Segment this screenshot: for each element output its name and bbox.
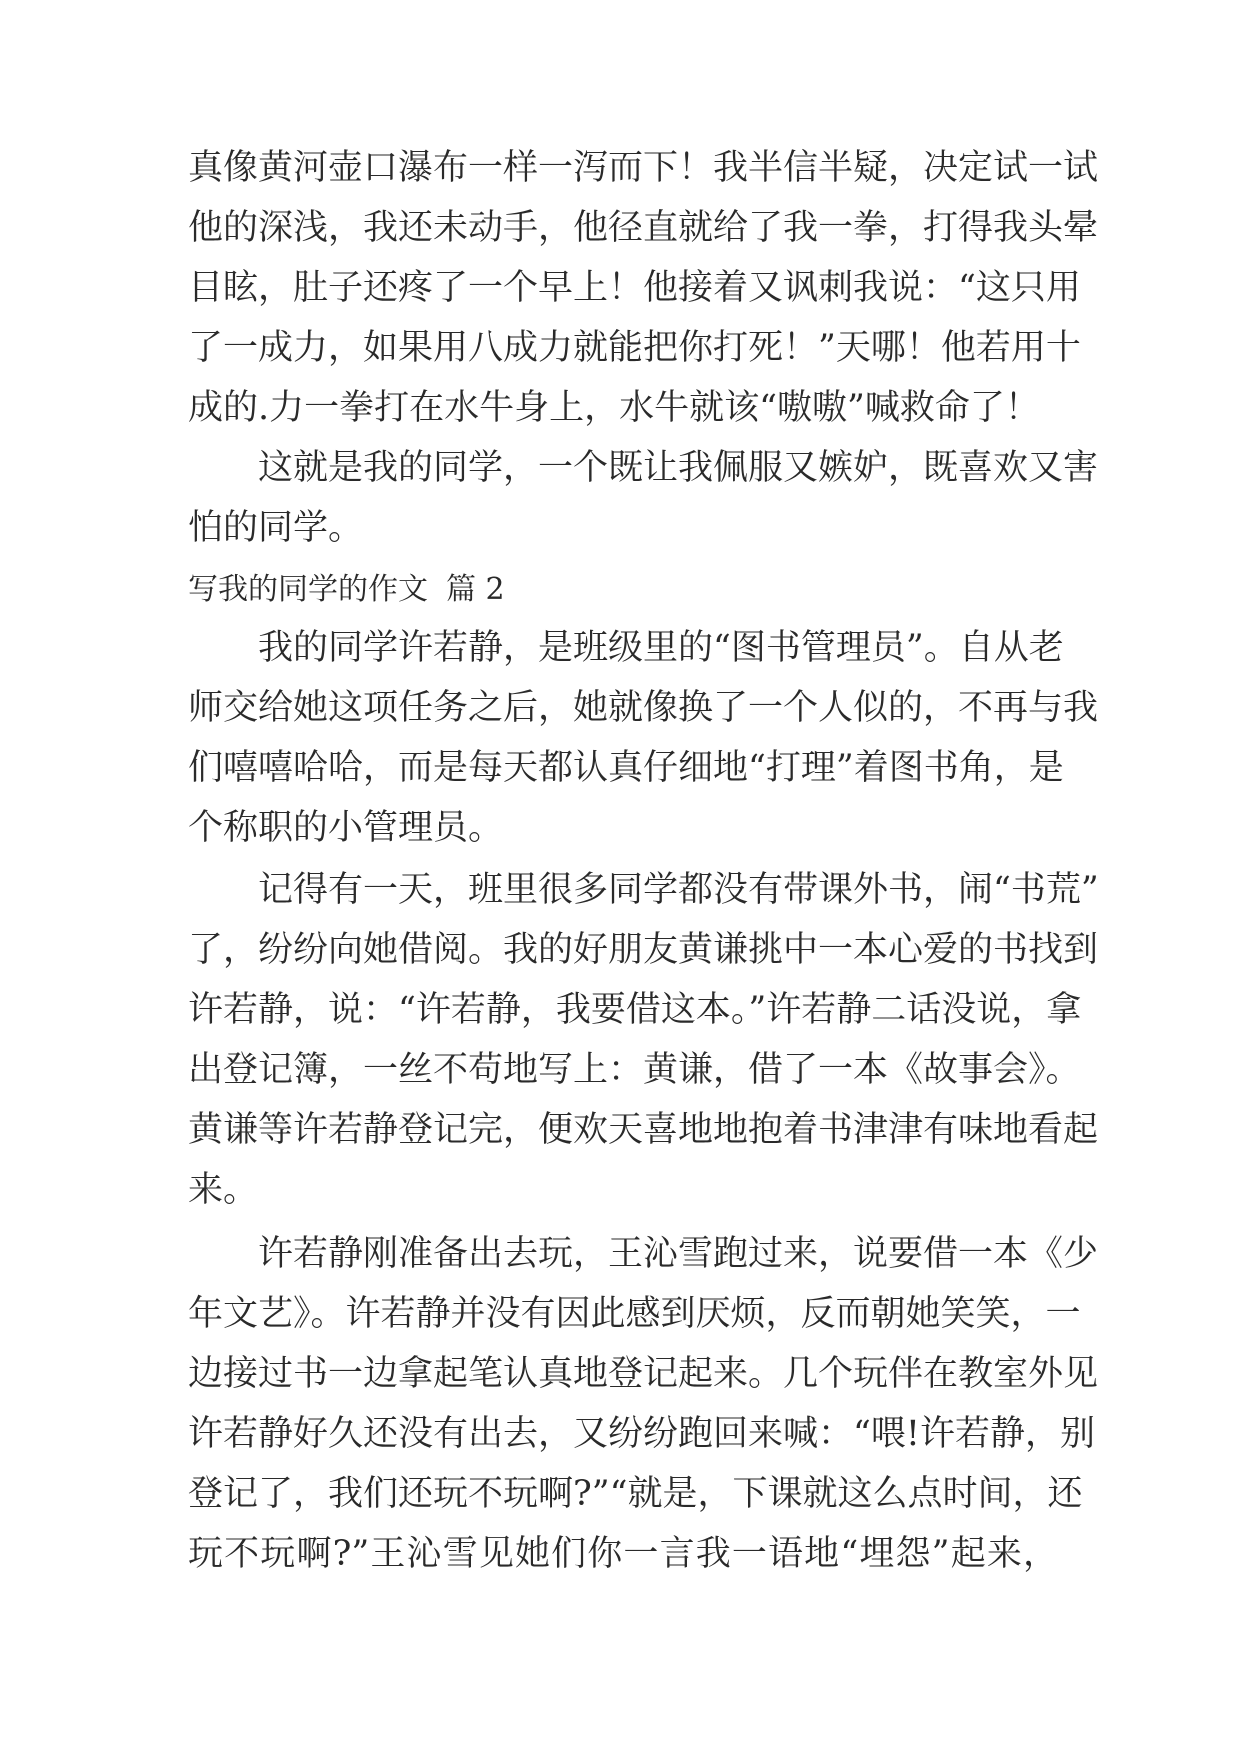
paragraph-line: 许若静，说：“许若静，我要借这本。”许若静二话没说，拿 — [188, 990, 1082, 1030]
paragraph-line: 登记了，我们还玩不玩啊?”“就是，下课就这么点时间，还 — [188, 1474, 1083, 1514]
section-heading-title: 写我的同学的作文 — [188, 572, 428, 607]
paragraph-line: 这就是我的同学，一个既让我佩服又嫉妒，既喜欢又害 — [258, 448, 1099, 488]
paragraph-line: 师交给她这项任务之后，她就像换了一个人似的，不再与我 — [188, 688, 1099, 728]
paragraph-line: 记得有一天，班里很多同学都没有带课外书，闹“书荒” — [258, 870, 1099, 910]
paragraph-line: 了，纷纷向她借阅。我的好朋友黄谦挑中一本心爱的书找到 — [188, 930, 1099, 970]
paragraph-line: 真像黄河壶口瀑布一样一泻而下！我半信半疑，决定试一试 — [188, 148, 1099, 188]
paragraph-line: 许若静刚准备出去玩，王沁雪跑过来，说要借一本《少 — [258, 1234, 1099, 1274]
section-heading — [188, 570, 505, 610]
paragraph-line: 出登记簿，一丝不苟地写上：黄谦，借了一本《故事会》。 — [188, 1050, 1081, 1090]
paragraph-line: 成的.力一拳打在水牛身上，水牛就该“嗷嗷”喊救命了！ — [188, 388, 1040, 428]
paragraph-line: 来。 — [188, 1170, 259, 1210]
section-heading-part: 篇 2 — [446, 572, 505, 607]
paragraph-line: 边接过书一边拿起笔认真地登记起来。几个玩伴在教室外见 — [188, 1354, 1099, 1394]
paragraph-line: 年文艺》。许若静并没有因此感到厌烦，反而朝她笑笑，一 — [188, 1294, 1081, 1334]
paragraph-line: 了一成力，如果用八成力就能把你打死！”天哪！他若用十 — [188, 328, 1081, 368]
paragraph-line: 怕的同学。 — [188, 508, 364, 548]
paragraph-line: 他的深浅，我还未动手，他径直就给了我一拳，打得我头晕 — [188, 208, 1099, 248]
paragraph-line: 我的同学许若静，是班级里的“图书管理员”。自从老 — [258, 628, 1064, 668]
paragraph-line: 目眩，肚子还疼了一个早上！他接着又讽刺我说：“这只用 — [188, 268, 1081, 308]
paragraph-line: 个称职的小管理员。 — [188, 808, 504, 848]
paragraph-line: 玩不玩啊?”王沁雪见她们你一言我一语地“埋怨”起来， — [188, 1534, 1058, 1574]
paragraph-line: 许若静好久还没有出去，又纷纷跑回来喊：“喂!许若静，别 — [188, 1414, 1095, 1454]
paragraph-line: 黄谦等许若静登记完，便欢天喜地地抱着书津津有味地看起 — [188, 1110, 1099, 1150]
paragraph-line: 们嘻嘻哈哈，而是每天都认真仔细地“打理”着图书角，是 — [188, 748, 1064, 788]
